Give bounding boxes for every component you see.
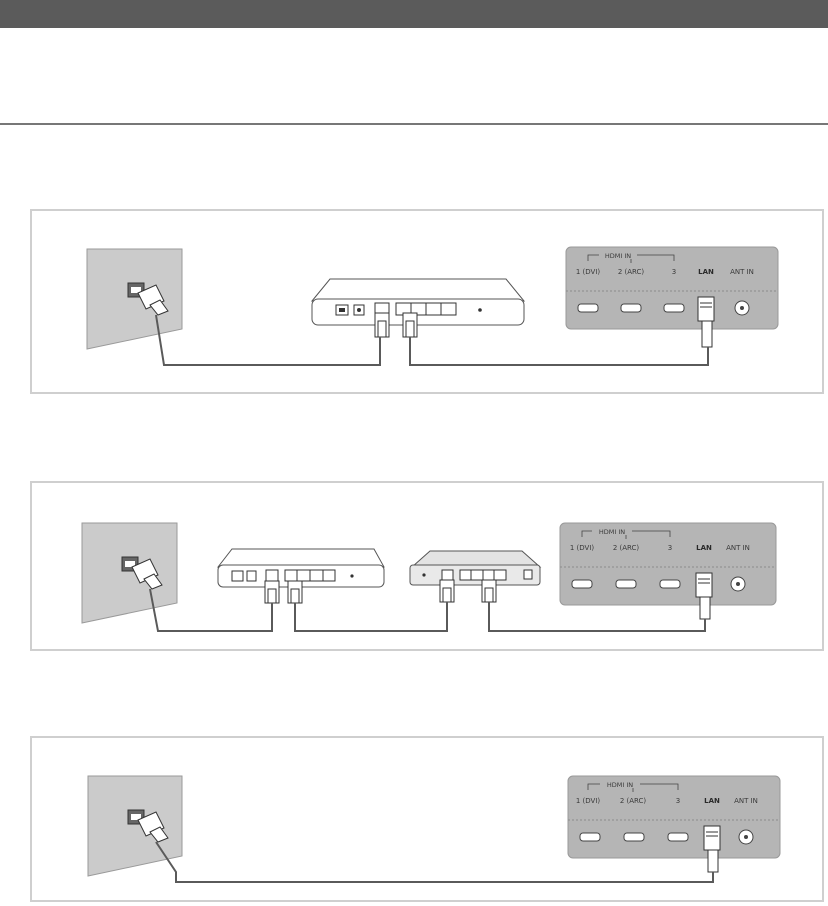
diagram-panel-3 [30,736,824,902]
hdmi-port1-label: 1 (DVI) [575,797,601,805]
ethernet-cable [489,602,705,631]
hdmi-in-label: HDMI IN [604,252,632,260]
hdmi-port2-label: 2 (ARC) [612,544,640,552]
lan-label: LAN [698,268,714,276]
wall-jack [87,249,182,349]
lan-label: LAN [696,544,712,552]
ethernet-cable [410,337,708,365]
diagram-panel-2 [30,481,824,651]
hdmi-port2-label: 2 (ARC) [619,797,647,805]
router [410,551,540,585]
tv-rear-panel [566,247,778,329]
router [312,279,524,325]
header-bar [0,0,828,28]
hdmi-port1-label: 1 (DVI) [569,544,595,552]
ethernet-cable [295,602,447,631]
hdmi-port3-label: 3 [675,797,681,805]
hdmi-port2-label: 2 (ARC) [617,268,645,276]
hdmi-in-label: HDMI IN [598,528,626,536]
hdmi-in-label: HDMI IN [606,781,634,789]
ant-in-label: ANT IN [730,268,754,276]
hdmi-port3-label: 3 [671,268,677,276]
section-divider [0,123,828,125]
hdmi-port3-label: 3 [667,544,673,552]
wall-jack [82,523,177,623]
diagram-panel-1 [30,209,824,394]
ethernet-plug-icon [696,573,712,619]
tv-rear-panel [568,776,780,858]
ant-in-label: ANT IN [726,544,750,552]
ethernet-plug-icon [704,826,720,872]
ant-in-label: ANT IN [734,797,758,805]
tv-rear-panel [560,523,776,605]
hdmi-port1-label: 1 (DVI) [575,268,601,276]
lan-label: LAN [704,797,720,805]
